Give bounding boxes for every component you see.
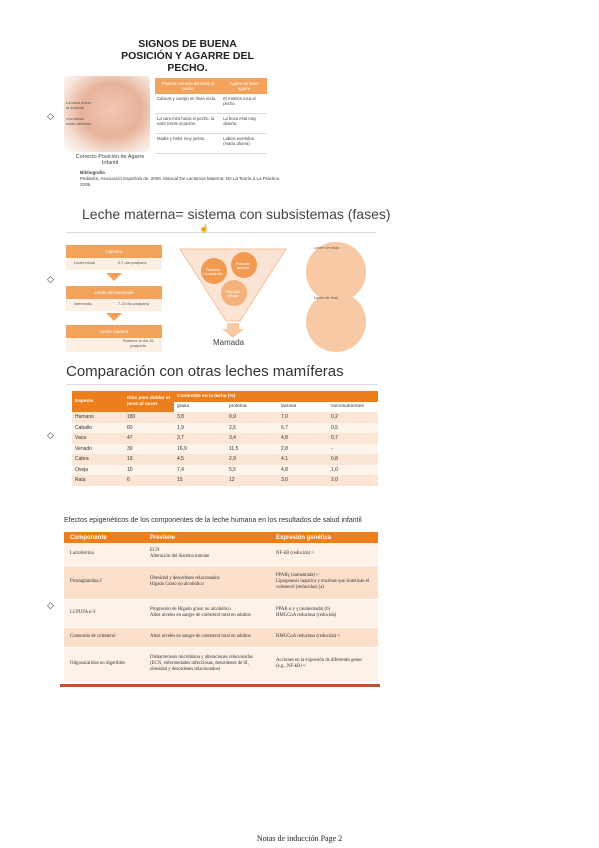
section4-title: Efectos epigenéticos de los componentes de la leche humana en los resultados de salud infantil [64, 517, 362, 524]
table-row [72, 423, 378, 434]
table-cell: 0,9 [226, 412, 278, 423]
table-cell: 4,1 [278, 454, 328, 465]
table-cell: 7,0 [278, 412, 328, 423]
bibliography-text: Pediatría, Asociación Española de. 2009. Manual De Lactancia Materna: De La Teoría a La Práctica. 2009. [80, 176, 281, 187]
table-cell: 12 [226, 475, 278, 486]
table-row [64, 647, 378, 681]
stage-detail: Posterior al día 15 postparto [122, 339, 154, 348]
funnel-label: Fracción celular [225, 290, 241, 298]
table-cell: PPAR α y γ (aumentada) (b) HMGCoA reductasa (reducida) [270, 599, 378, 627]
table-cell: 2,0 [328, 475, 378, 486]
table-cell: Caballo [72, 423, 124, 434]
table-cell: 3,7 [174, 433, 226, 444]
table-cell: 60 [124, 423, 174, 434]
table-header: Postura correcta del bebé al pecho [155, 78, 221, 94]
table-cell: 15 [174, 475, 226, 486]
stage-detail: Leche inicial [74, 261, 95, 265]
table-cell: Obesidad y desordenes relacionados Hígado Graso no alcohólico [144, 565, 270, 599]
table-cell: 0,7 [328, 433, 378, 444]
table-cell: Venado [72, 444, 124, 455]
table-row [72, 433, 378, 444]
table-header: Expresión genética [270, 532, 378, 543]
table-cell: HMGCoA reductasa (reducida) ≈ [270, 627, 378, 647]
table-row [155, 114, 267, 134]
title-line: SIGNOS DE BUENA [138, 38, 237, 50]
table-cell: Prostaglandina J [64, 565, 144, 599]
table-cell: 2,5 [226, 423, 278, 434]
table-header: Agarre de buen agarre [221, 78, 267, 94]
section1-title [100, 38, 275, 74]
stage-detail: 7-15 día postparto [118, 302, 149, 306]
table-cell: 30 [124, 444, 174, 455]
table-row [64, 565, 378, 599]
bullet-3: ◇ [47, 430, 54, 440]
table-subheader: micronutrientes [328, 402, 378, 413]
table-row [155, 94, 267, 114]
table-cell: 5,5 [226, 465, 278, 476]
table-cell: Labios evertidos. (Hacia afuera) [221, 134, 267, 154]
bubble-label: Leche de final [314, 296, 338, 300]
table-cell: 1,9 [174, 423, 226, 434]
table-header: Días para doblar el peso al nacer [124, 391, 174, 412]
bullet-2: ◇ [47, 274, 54, 284]
image-label: La boca cubre la aureola [66, 100, 92, 110]
table-cell: 2,9 [226, 454, 278, 465]
table-cell: Oligosacaridos no digeribles [64, 647, 144, 681]
table-row [72, 475, 378, 486]
stage-detail: Intermedio [74, 302, 92, 306]
table-cell: Oveja [72, 465, 124, 476]
table-cell: Humano [72, 412, 124, 423]
table-cell: 3,0 [278, 475, 328, 486]
table-cell: Contenido de colesterol [64, 627, 144, 647]
table-cell: 6 [124, 475, 174, 486]
stage-detail: 0-7 día postparto [118, 261, 147, 265]
table-cell: Cabra [72, 454, 124, 465]
bullet-1: ◇ [47, 111, 54, 121]
table-cell: 19 [124, 454, 174, 465]
image-label: Los labios están abiertos [66, 116, 92, 126]
table-cell: 6,7 [278, 423, 328, 434]
table-cell: ECN Alteración del Sistema inmune [144, 543, 270, 565]
arrow-down-icon [106, 273, 122, 281]
table-cell: La boca está muy abierta. [221, 114, 267, 134]
stage-madura: Leche madura [66, 325, 162, 338]
table-row [155, 134, 267, 154]
table-header: Componente [64, 532, 144, 543]
table-cell: 7,4 [174, 465, 226, 476]
bibliography-label: Bibliografía [80, 170, 105, 175]
stage-row [66, 258, 162, 270]
table-subheader: lactosa [278, 402, 328, 413]
table-cell: 4,8 [278, 433, 328, 444]
table-row [64, 627, 378, 647]
table-subheader: grasa [174, 402, 226, 413]
table-cell: El mentón toca el pecho. [221, 94, 267, 114]
section2-title: Leche materna= sistema con subsistemas (fases) [82, 206, 391, 222]
table-cell: 0,8 [328, 454, 378, 465]
epigenetic-effects-table [64, 532, 378, 682]
table-cell: 180 [124, 412, 174, 423]
table-cell: La cara mira hacia el pecho, la nariz frente al pezón. [155, 114, 221, 134]
breastfeeding-image [64, 76, 150, 152]
table-cell: Acciones en la expresión de diferentes genes (e.g., NF-kB) ≈ [270, 647, 378, 681]
stage-row [66, 338, 162, 352]
table-cell: Cabeza y cuerpo en línea recta. [155, 94, 221, 114]
table-header: Contenido en la leche (%) [174, 391, 378, 402]
table-cell: PPARγ (aumentada) ≈ Lipogenesis hepatica y enzimas que sintetizan el colesterol (reducidas) (a) [270, 565, 378, 599]
table-cell: 3,8 [174, 412, 226, 423]
table-row [72, 444, 378, 455]
table-row [72, 412, 378, 423]
table-row [64, 543, 378, 565]
stage-row [66, 299, 162, 311]
table-cell: - [328, 444, 378, 455]
table-cell: Madre y bebé muy juntos. [155, 134, 221, 154]
table-cell: 3,4 [226, 433, 278, 444]
title-line: PECHO. [167, 62, 208, 74]
image-caption: Correcto Posición de Agarre Infantil [75, 154, 145, 166]
arrow-down-icon [106, 313, 122, 321]
table-cell: 4,8 [278, 465, 328, 476]
divider [66, 384, 378, 385]
table-cell: Rata [72, 475, 124, 486]
table-row [64, 599, 378, 627]
milk-comparison-table [72, 391, 378, 486]
table-cell: 16,9 [174, 444, 226, 455]
funnel-label: Fracción acuosa [235, 262, 251, 270]
bubble-label: Leche de inicio [314, 246, 340, 250]
bibliography [80, 170, 290, 188]
funnel-label: Fracción Liposoluble [203, 268, 223, 276]
table-cell: 0,2 [328, 412, 378, 423]
table-cell: 1,0 [328, 465, 378, 476]
table-cell: Disbacteriosis microbiana y alteraciones relacionadas (ECN, enfermedades infecciosas, desordenes de SI, obesidad y desordenes relacionados) [144, 647, 270, 681]
table-cell: Vaca [72, 433, 124, 444]
table-subheader: proteína [226, 402, 278, 413]
table-cell: 11,5 [226, 444, 278, 455]
table-cell: Altos niveles en sangre de colesterol total en adultos [144, 627, 270, 647]
funnel-caption: Mamada [213, 338, 245, 347]
table-cell: Progresión de Hígado graso no alcohólico Altos niveles en sangre de colesterol total en adultos [144, 599, 270, 627]
page-footer: Notas de inducción Page 2 [256, 834, 343, 843]
funnel-diagram [178, 243, 288, 353]
table-cell: 10 [124, 465, 174, 476]
table-header: Especie [72, 391, 124, 412]
section3-title: Comparación con otras leches mamíferas [66, 363, 344, 380]
stage-calostro: Calostro [66, 245, 162, 258]
bullet-4: ◇ [47, 600, 54, 610]
bubble-final [306, 292, 366, 352]
table-cell: 47 [124, 433, 174, 444]
table-cell: 2,8 [278, 444, 328, 455]
table-cell: LCPUFA n-3 [64, 599, 144, 627]
table-cell: 0,5 [328, 423, 378, 434]
divider [66, 232, 376, 233]
table-cell: NF-kB (reducida) ≈ [270, 543, 378, 565]
title-line: POSICIÓN Y AGARRE DEL [121, 50, 254, 62]
table-row [72, 454, 378, 465]
table-cell: Lactoferrina [64, 543, 144, 565]
table-row [72, 465, 378, 476]
stage-transicion: Leche de transición [66, 286, 162, 299]
cursor-icon: ☝ [199, 224, 209, 233]
positioning-table [155, 78, 267, 154]
table-cell: 4,5 [174, 454, 226, 465]
table-bottom-bar [60, 684, 380, 687]
table-header: Previene [144, 532, 270, 543]
